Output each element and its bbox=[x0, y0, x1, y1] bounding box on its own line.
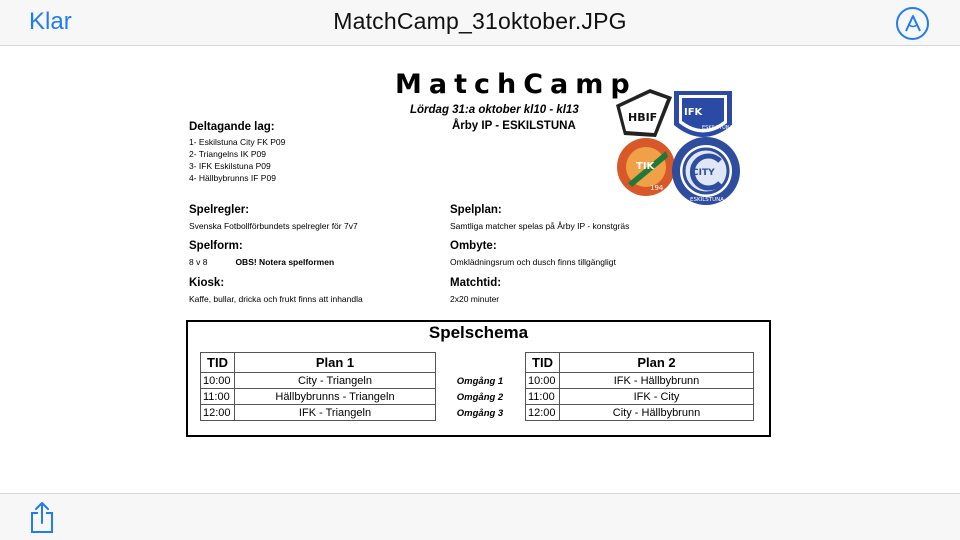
tik-text: TIK bbox=[636, 161, 655, 172]
time-header: TID bbox=[526, 353, 560, 373]
ifk-ring: ESKILSTUNA bbox=[702, 125, 733, 131]
form-line bbox=[189, 257, 334, 267]
match-cell: IFK - Triangeln bbox=[235, 405, 436, 421]
share-icon bbox=[29, 500, 55, 534]
bottom-toolbar bbox=[0, 493, 960, 540]
ifk-logo bbox=[674, 91, 734, 137]
team-list bbox=[189, 136, 285, 184]
time-cell: 11:00 bbox=[201, 389, 235, 405]
table-row bbox=[526, 389, 754, 405]
plan2-header: Plan 2 bbox=[560, 353, 754, 373]
pitch-heading: Spelplan: bbox=[450, 204, 502, 216]
city-text: CITY bbox=[692, 168, 715, 178]
match-cell: Hällbybrunns - Triangeln bbox=[235, 389, 436, 405]
tik-year: 194 bbox=[650, 184, 664, 192]
time-cell: 10:00 bbox=[201, 373, 235, 389]
match-cell: IFK - City bbox=[560, 389, 754, 405]
team-item: 3- IFK Eskilstuna P09 bbox=[189, 161, 271, 171]
plan2-table bbox=[525, 352, 754, 421]
club-logos bbox=[610, 87, 745, 212]
time-cell: 11:00 bbox=[526, 389, 560, 405]
form-text: 8 v 8 bbox=[189, 257, 208, 267]
table-row bbox=[201, 389, 436, 405]
teams-heading: Deltagande lag: bbox=[189, 121, 275, 133]
schedule-title: Spelschema bbox=[428, 323, 529, 342]
round-labels bbox=[432, 374, 528, 422]
markup-button[interactable] bbox=[896, 7, 929, 40]
team-item: 2- Triangelns IK P09 bbox=[189, 149, 267, 159]
match-cell: City - Hällbybrunn bbox=[560, 405, 754, 421]
ifk-text: IFK bbox=[684, 107, 703, 118]
file-title: MatchCamp_31oktober.JPG bbox=[333, 8, 627, 34]
time-cell: 12:00 bbox=[201, 405, 235, 421]
table-row bbox=[201, 373, 436, 389]
hbif-text: HBIF bbox=[628, 111, 658, 124]
document-image bbox=[0, 47, 960, 493]
form-heading: Spelform: bbox=[189, 240, 243, 252]
doc-title: MatchCamp bbox=[395, 69, 637, 100]
time-cell: 10:00 bbox=[526, 373, 560, 389]
share-button[interactable] bbox=[29, 500, 55, 534]
doc-date: Lördag 31:a oktober kl10 - kl13 bbox=[410, 104, 579, 116]
match-cell: IFK - Hällbybrunn bbox=[560, 373, 754, 389]
table-row bbox=[201, 405, 436, 421]
table-row bbox=[526, 373, 754, 389]
city-logo bbox=[672, 137, 740, 205]
round-label: Omgång 3 bbox=[456, 408, 504, 419]
kiosk-text: Kaffe, bullar, dricka och frukt finns att inhandla bbox=[189, 294, 363, 304]
team-item: 1- Eskilstuna City FK P09 bbox=[189, 137, 286, 147]
plan1-table bbox=[200, 352, 436, 421]
table-row bbox=[526, 405, 754, 421]
time-text: 2x20 minuter bbox=[450, 294, 500, 304]
kiosk-heading: Kiosk: bbox=[189, 277, 225, 289]
hbif-logo bbox=[616, 89, 672, 137]
pitch-text: Samtliga matcher spelas på Årby IP - konstgräs bbox=[450, 221, 630, 231]
plan1-header: Plan 1 bbox=[235, 353, 436, 373]
doc-venue: Årby IP - ESKILSTUNA bbox=[452, 120, 576, 132]
change-text: Omklädningsrum och dusch finns tillgängligt bbox=[450, 257, 616, 267]
rules-heading: Spelregler: bbox=[189, 204, 250, 216]
time-heading: Matchtid: bbox=[450, 277, 502, 289]
time-header: TID bbox=[201, 353, 235, 373]
schedule-box bbox=[186, 320, 771, 437]
round-label: Omgång 1 bbox=[456, 376, 504, 387]
form-note: OBS! Notera spelformen bbox=[235, 257, 335, 267]
match-cell: City - Triangeln bbox=[235, 373, 436, 389]
tik-logo bbox=[617, 138, 675, 196]
rules-text: Svenska Fotbollförbundets spelregler för 7v7 bbox=[189, 221, 358, 231]
done-button[interactable]: Klar bbox=[29, 8, 72, 35]
city-ring: ESKILSTUNA bbox=[690, 197, 725, 203]
change-heading: Ombyte: bbox=[450, 240, 497, 252]
round-label: Omgång 2 bbox=[456, 392, 504, 403]
top-toolbar bbox=[0, 0, 960, 46]
time-cell: 12:00 bbox=[526, 405, 560, 421]
markup-pen-icon bbox=[904, 14, 922, 34]
team-item: 4- Hällbybrunns IF P09 bbox=[189, 173, 276, 183]
